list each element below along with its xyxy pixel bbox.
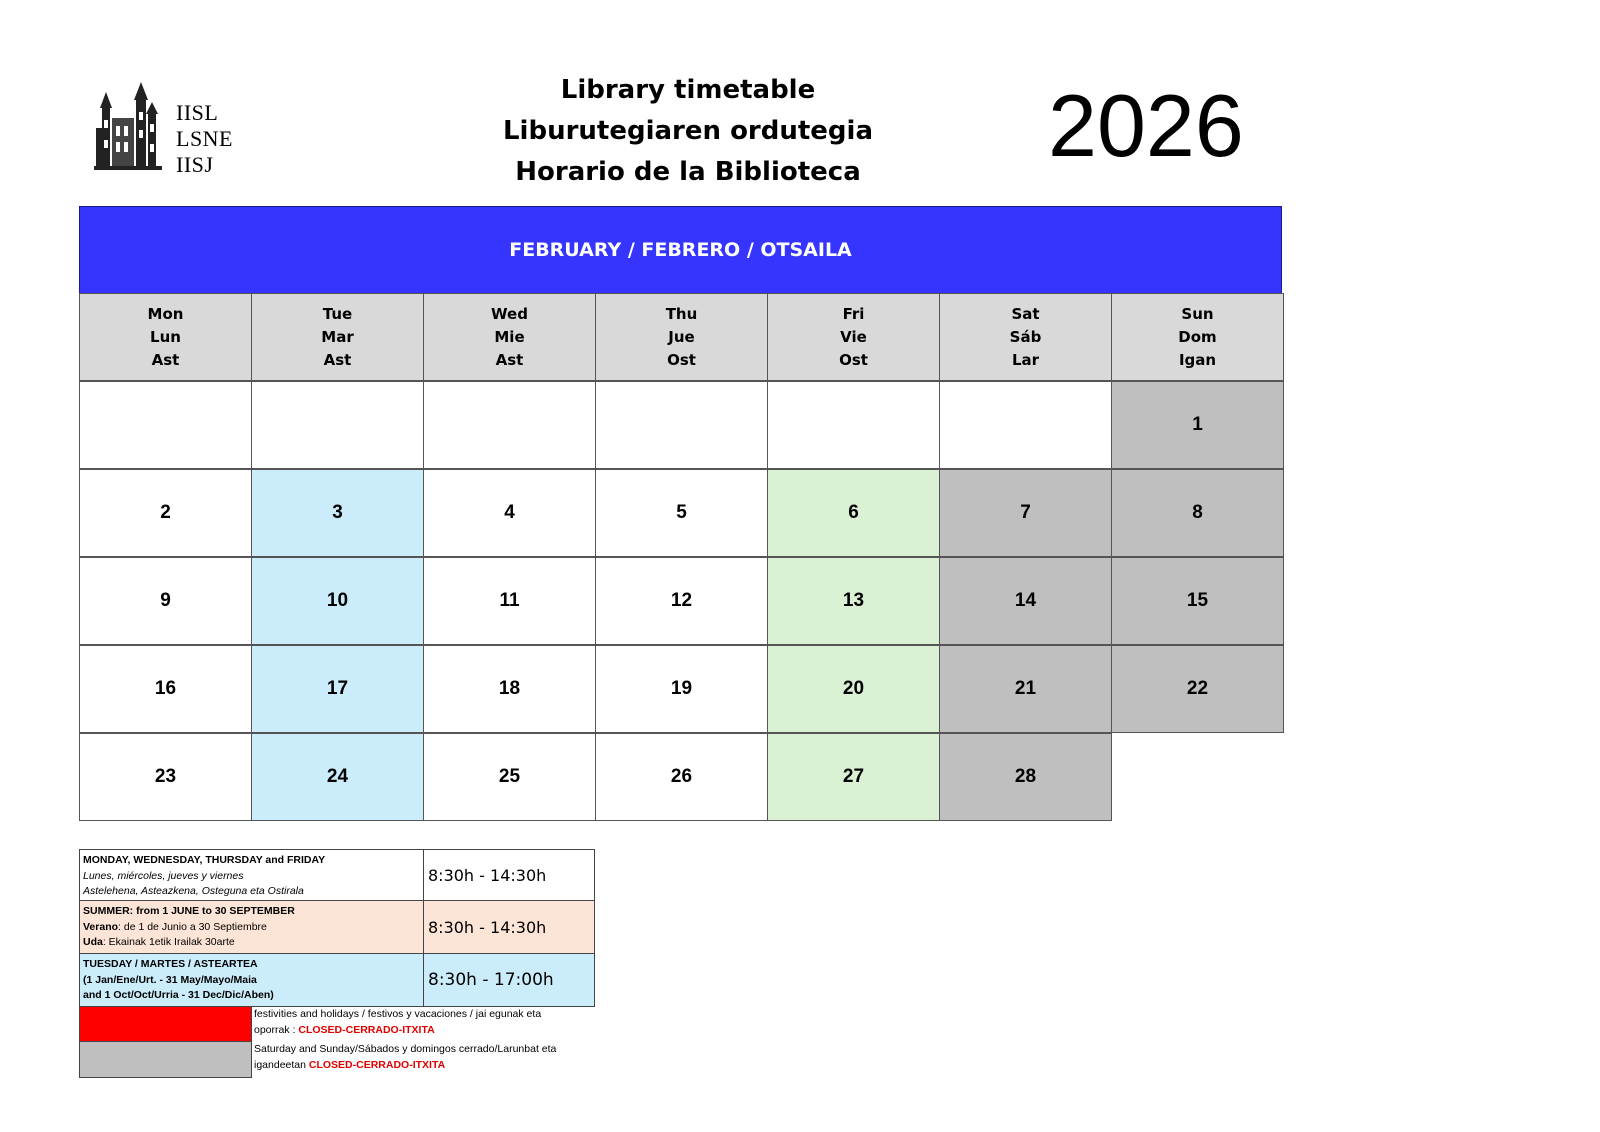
day-cell: 17 bbox=[251, 645, 424, 733]
weekday-label: Sat bbox=[1011, 304, 1040, 323]
legend-tuesday-title: TUESDAY / MARTES / ASTEARTEA bbox=[83, 958, 258, 970]
legend-tuesday-description bbox=[79, 953, 424, 1007]
empty-day-cell bbox=[423, 381, 596, 469]
day-cell: 7 bbox=[939, 469, 1112, 557]
logo-acronyms bbox=[176, 100, 233, 178]
weekday-label: Mar bbox=[321, 327, 354, 346]
day-cell: 13 bbox=[767, 557, 940, 645]
day-cell: 15 bbox=[1111, 557, 1284, 645]
day-cell: 16 bbox=[79, 645, 252, 733]
weekday-label: Jue bbox=[668, 327, 695, 346]
day-cell: 25 bbox=[423, 733, 596, 821]
weekday-label: Lun bbox=[150, 327, 181, 346]
legend-summer-spanish-label: Verano bbox=[83, 920, 119, 933]
title-spanish: Horario de la Biblioteca bbox=[515, 157, 861, 187]
legend-holidays-line1: festivities and holidays / festivos y vacaciones / jai egunak eta bbox=[254, 1008, 542, 1020]
empty-day-cell bbox=[939, 381, 1112, 469]
legend-weekends-prefix: igandeetan bbox=[254, 1058, 309, 1071]
legend-summer-basque-text: : Ekainak 1etik Irailak 30arte bbox=[102, 936, 235, 948]
weekday-label: Thu bbox=[665, 304, 698, 323]
weekday-label: Fri bbox=[842, 304, 865, 323]
empty-day-cell bbox=[767, 381, 940, 469]
weekday-label: Wed bbox=[491, 304, 528, 323]
legend-regular-description bbox=[79, 849, 424, 901]
institute-logo bbox=[92, 78, 242, 178]
weekday-label: Ost bbox=[667, 350, 696, 369]
page-title bbox=[468, 70, 908, 193]
weekday-header bbox=[767, 293, 940, 381]
weekday-label: Mon bbox=[147, 304, 184, 323]
weekday-header bbox=[251, 293, 424, 381]
weekday-header bbox=[595, 293, 768, 381]
empty-day-cell bbox=[1111, 733, 1284, 821]
weekday-header bbox=[1111, 293, 1284, 381]
day-cell: 23 bbox=[79, 733, 252, 821]
weekday-label: Ost bbox=[839, 350, 868, 369]
day-cell: 21 bbox=[939, 645, 1112, 733]
day-cell: 24 bbox=[251, 733, 424, 821]
day-cell: 5 bbox=[595, 469, 768, 557]
day-cell: 27 bbox=[767, 733, 940, 821]
day-cell: 19 bbox=[595, 645, 768, 733]
legend-holidays-text bbox=[254, 1007, 599, 1038]
day-cell: 14 bbox=[939, 557, 1112, 645]
legend-tuesday-hours: 8:30h - 17:00h bbox=[423, 953, 595, 1007]
legend-summer-basque-label: Uda bbox=[83, 936, 103, 948]
day-cell: 26 bbox=[595, 733, 768, 821]
legend-weekends-line2 bbox=[254, 1058, 599, 1074]
weekday-label: Vie bbox=[840, 327, 867, 346]
day-cell: 6 bbox=[767, 469, 940, 557]
building-icon bbox=[92, 78, 172, 178]
weekday-label: Tue bbox=[322, 304, 353, 323]
legend-regular-hours: 8:30h - 14:30h bbox=[423, 849, 595, 901]
day-cell: 11 bbox=[423, 557, 596, 645]
weekday-label: Mie bbox=[494, 327, 525, 346]
legend-regular-title: MONDAY, WEDNESDAY, THURSDAY and FRIDAY bbox=[83, 854, 326, 866]
legend-weekends-text bbox=[254, 1042, 599, 1073]
legend-summer-title: SUMMER: from 1 JUNE to 30 SEPTEMBER bbox=[83, 905, 295, 917]
legend-tuesday-range2: and 1 Oct/Oct/Urria - 31 Dec/Dic/Aben) bbox=[83, 989, 274, 1001]
legend-summer-spanish bbox=[83, 920, 420, 936]
day-cell: 20 bbox=[767, 645, 940, 733]
day-cell: 3 bbox=[251, 469, 424, 557]
weekday-label: Ast bbox=[495, 350, 524, 369]
logo-line: IISJ bbox=[176, 152, 214, 177]
day-cell: 10 bbox=[251, 557, 424, 645]
logo-line: LSNE bbox=[176, 126, 233, 151]
legend-regular-basque: Astelehena, Asteazkena, Osteguna eta Ostirala bbox=[83, 885, 304, 897]
empty-day-cell bbox=[595, 381, 768, 469]
title-english: Library timetable bbox=[560, 75, 816, 105]
year-label: 2026 bbox=[1048, 76, 1244, 175]
weekday-header bbox=[79, 293, 252, 381]
weekday-label: Ast bbox=[323, 350, 352, 369]
holiday-color-swatch bbox=[79, 1006, 252, 1042]
day-cell: 22 bbox=[1111, 645, 1284, 733]
day-cell: 18 bbox=[423, 645, 596, 733]
month-banner: FEBRUARY / FEBRERO / OTSAILA bbox=[79, 206, 1282, 294]
day-cell: 1 bbox=[1111, 381, 1284, 469]
legend-summer-spanish-text: : de 1 de Junio a 30 Septiembre bbox=[118, 920, 267, 933]
day-cell: 4 bbox=[423, 469, 596, 557]
day-cell: 8 bbox=[1111, 469, 1284, 557]
empty-day-cell bbox=[79, 381, 252, 469]
legend-holidays-line2 bbox=[254, 1023, 599, 1039]
weekday-label: Ast bbox=[151, 350, 180, 369]
weekend-color-swatch bbox=[79, 1041, 252, 1078]
closed-label: CLOSED-CERRADO-ITXITA bbox=[298, 1023, 435, 1036]
weekday-label: Sáb bbox=[1009, 327, 1042, 346]
weekday-label: Sun bbox=[1181, 304, 1214, 323]
legend-summer-description bbox=[79, 900, 424, 954]
weekday-label: Lar bbox=[1011, 350, 1040, 369]
empty-day-cell bbox=[251, 381, 424, 469]
legend-summer-hours: 8:30h - 14:30h bbox=[423, 900, 595, 954]
weekday-header bbox=[939, 293, 1112, 381]
legend-summer-basque bbox=[83, 935, 420, 951]
day-cell: 12 bbox=[595, 557, 768, 645]
title-basque: Liburutegiaren ordutegia bbox=[502, 116, 874, 146]
weekday-label: Dom bbox=[1178, 327, 1217, 346]
legend-holidays-prefix: oporrak : bbox=[254, 1023, 299, 1036]
weekday-label: Igan bbox=[1178, 350, 1217, 369]
legend-regular-spanish: Lunes, miércoles, jueves y viernes bbox=[83, 869, 244, 882]
legend-tuesday-range1: (1 Jan/Ene/Urt. - 31 May/Mayo/Maia bbox=[83, 973, 257, 986]
day-cell: 28 bbox=[939, 733, 1112, 821]
day-cell: 9 bbox=[79, 557, 252, 645]
closed-label: CLOSED-CERRADO-ITXITA bbox=[308, 1058, 446, 1071]
weekday-header bbox=[423, 293, 596, 381]
logo-line: IISL bbox=[176, 100, 219, 125]
legend-weekends-line1: Saturday and Sunday/Sábados y domingos cerrado/Larunbat eta bbox=[254, 1043, 557, 1055]
day-cell: 2 bbox=[79, 469, 252, 557]
